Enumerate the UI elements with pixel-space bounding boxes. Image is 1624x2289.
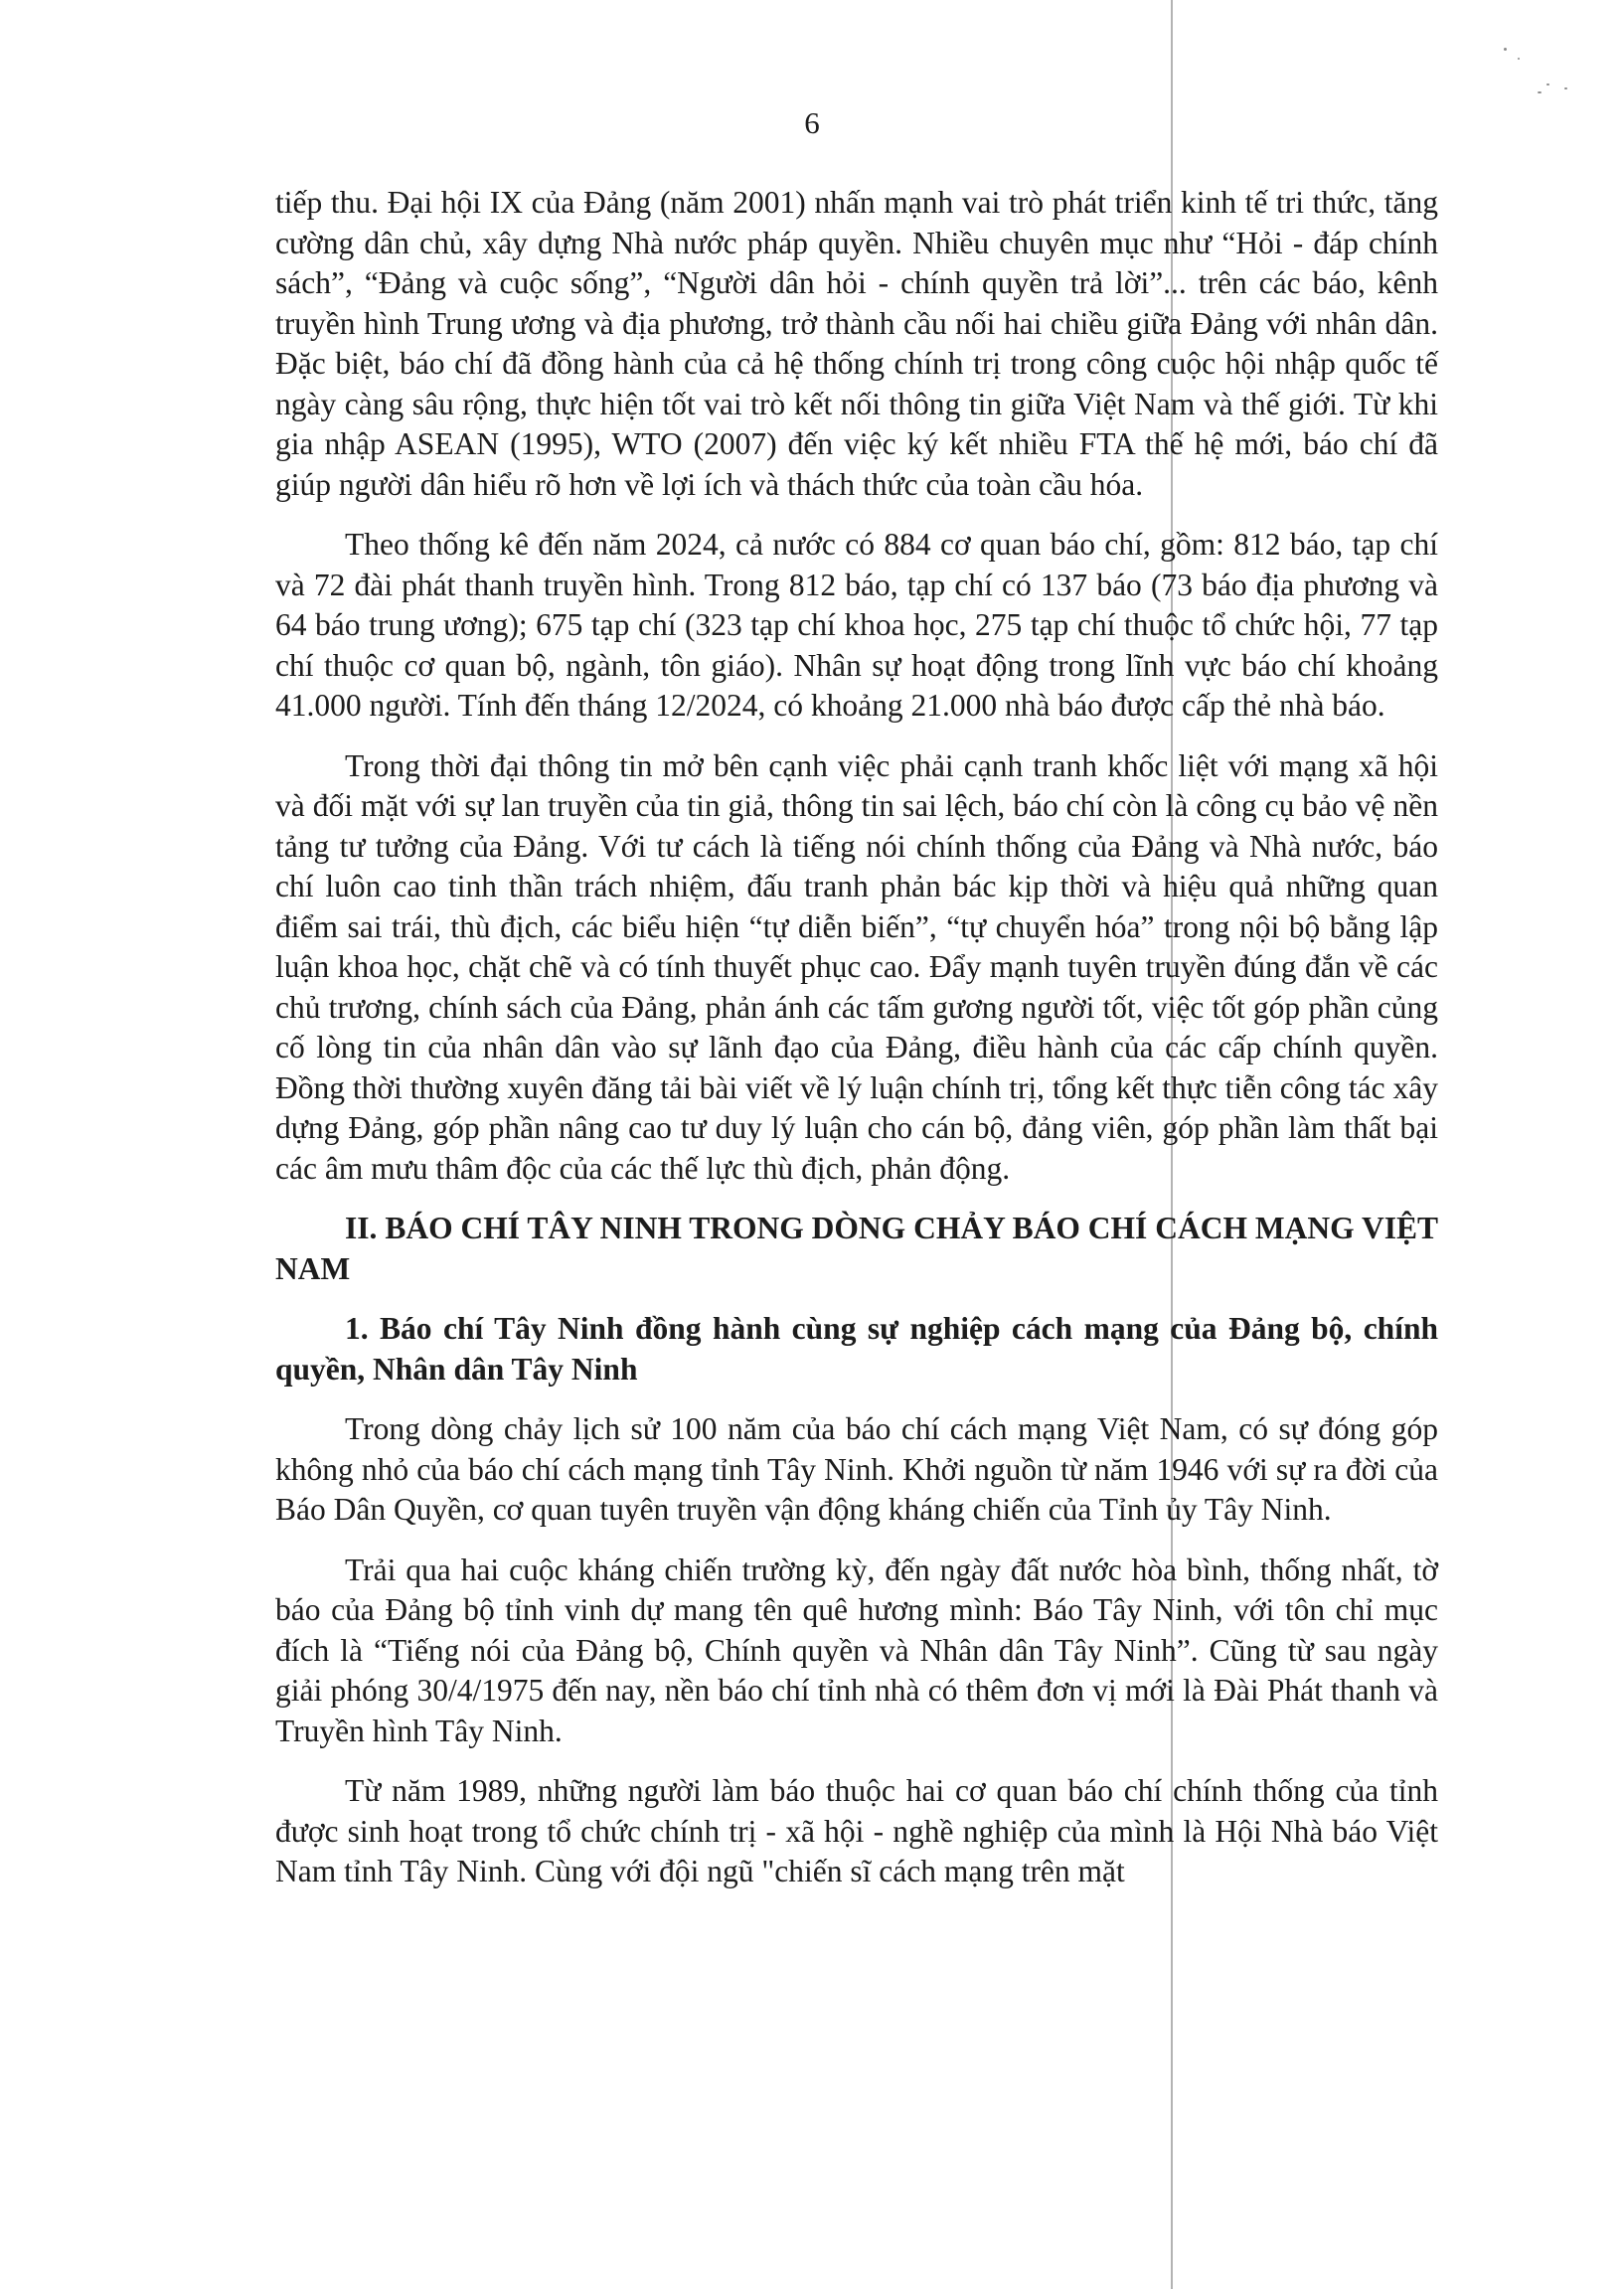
document-body <box>275 183 1438 1912</box>
section-heading: II. BÁO CHÍ TÂY NINH TRONG DÒNG CHẢY BÁO CHÍ CÁCH MẠNG VIỆT NAM <box>275 1211 1438 1286</box>
body-paragraph: Theo thống kê đến năm 2024, cả nước có 884 cơ quan báo chí, gồm: 812 báo, tạp chí và 72 đài phát thanh truyền hình. Trong 812 báo, tạp chí có 137 báo (73 báo địa phương và 64 báo trung ương); 675 tạp chí (323 tạp chí khoa học, 275 tạp chí thuộc tổ chức hội, 77 tạp chí thuộc cơ quan bộ, ngành, tôn giáo). Nhân sự hoạt động trong lĩnh vực báo chí khoảng 41.000 người. Tính đến tháng 12/2024, có khoảng 21.000 nhà báo được cấp thẻ nhà báo. <box>275 527 1438 723</box>
scan-speck <box>1504 48 1507 51</box>
body-paragraph: Từ năm 1989, những người làm báo thuộc hai cơ quan báo chí chính thống của tỉnh được sinh hoạt trong tổ chức chính trị - xã hội - nghề nghiệp của mình là Hội Nhà báo Việt Nam tỉnh Tây Ninh. Cùng với đội ngũ "chiến sĩ cách mạng trên mặt <box>275 1773 1438 1888</box>
body-paragraph: Trải qua hai cuộc kháng chiến trường kỳ, đến ngày đất nước hòa bình, thống nhất, tờ báo của Đảng bộ tỉnh vinh dự mang tên quê hương mình: Báo Tây Ninh, với tôn chỉ mục đích là “Tiếng nói của Đảng bộ, Chính quyền và Nhân dân Tây Ninh”. Cũng từ sau ngày giải phóng 30/4/1975 đến nay, nền báo chí tỉnh nhà có thêm đơn vị mới là Đài Phát thanh và Truyền hình Tây Ninh. <box>275 1552 1438 1748</box>
scan-speck <box>1564 87 1567 89</box>
scan-speck <box>1518 58 1520 60</box>
scan-speck <box>1546 83 1549 85</box>
subsection-heading: 1. Báo chí Tây Ninh đồng hành cùng sự nghiệp cách mạng của Đảng bộ, chính quyền, Nhân dân Tây Ninh <box>275 1311 1438 1387</box>
body-paragraph: tiếp thu. Đại hội IX của Đảng (năm 2001) nhấn mạnh vai trò phát triển kinh tế tri thức, tăng cường dân chủ, xây dựng Nhà nước pháp quyền. Nhiều chuyên mục như “Hỏi - đáp chính sách”, “Đảng và cuộc sống”, “Người dân hỏi - chính quyền trả lời”... trên các báo, kênh truyền hình Trung ương và địa phương, trở thành cầu nối hai chiều giữa Đảng với nhân dân. Đặc biệt, báo chí đã đồng hành của cả hệ thống chính trị trong công cuộc hội nhập quốc tế ngày càng sâu rộng, thực hiện tốt vai trò kết nối thông tin giữa Việt Nam và thế giới. Từ khi gia nhập ASEAN (1995), WTO (2007) đến việc ký kết nhiều FTA thế hệ mới, báo chí đã giúp người dân hiểu rõ hơn về lợi ích và thách thức của toàn cầu hóa. <box>275 185 1438 502</box>
body-paragraph: Trong thời đại thông tin mở bên cạnh việc phải cạnh tranh khốc liệt với mạng xã hội và đối mặt với sự lan truyền của tin giả, thông tin sai lệch, báo chí còn là công cụ bảo vệ nền tảng tư tưởng của Đảng. Với tư cách là tiếng nói chính thống của Đảng và Nhà nước, báo chí luôn cao tinh thần trách nhiệm, đấu tranh phản bác kịp thời và hiệu quả những quan điểm sai trái, thù địch, các biểu hiện “tự diễn biến”, “tự chuyển hóa” trong nội bộ bằng lập luận khoa học, chặt chẽ và có tính thuyết phục cao. Đẩy mạnh tuyên truyền đúng đắn về các chủ trương, chính sách của Đảng, phản ánh các tấm gương người tốt, việc tốt góp phần củng cố lòng tin của nhân dân vào sự lãnh đạo của Đảng, điều hành của các cấp chính quyền. Đồng thời thường xuyên đăng tải bài viết về lý luận chính trị, tổng kết thực tiễn công tác xây dựng Đảng, góp phần nâng cao tư duy lý luận cho cán bộ, đảng viên, góp phần làm thất bại các âm mưu thâm độc của các thế lực thù địch, phản động. <box>275 747 1438 1186</box>
body-paragraph: Trong dòng chảy lịch sử 100 năm của báo chí cách mạng Việt Nam, có sự đóng góp không nhỏ của báo chí cách mạng tỉnh Tây Ninh. Khởi nguồn từ năm 1946 với sự ra đời của Báo Dân Quyền, cơ quan tuyên truyền vận động kháng chiến của Tỉnh ủy Tây Ninh. <box>275 1411 1438 1527</box>
scan-speck <box>1538 91 1542 93</box>
page-number: 6 <box>804 105 820 140</box>
